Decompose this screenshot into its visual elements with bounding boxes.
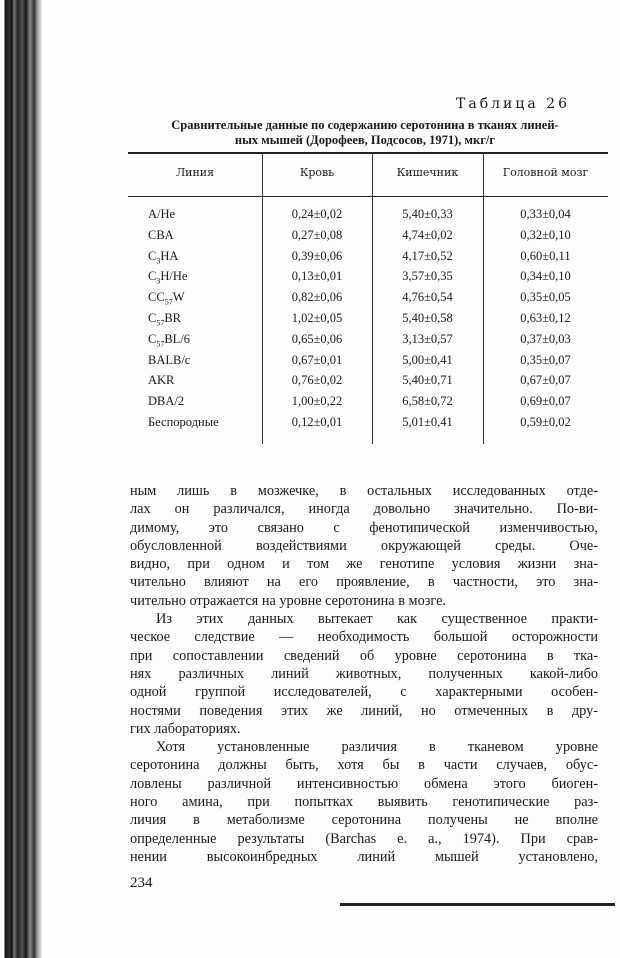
table-row [128,415,608,435]
page-number: 234 [130,875,153,891]
strain-name-part: CBA [148,227,174,242]
intestine-value: 3,57±0,35 [402,269,453,284]
strain-name-part: A/He [148,207,176,221]
table-caption-line: ных мышей (Дорофеев, Подсосов, 1971), мкг/г [234,133,496,147]
intestine-value: 5,40±0,71 [402,373,453,388]
strain-subscript: 3 [156,256,161,266]
text-line: одной группой исследователей, с характерными особен- [130,684,598,701]
strain-name-part: AKR [148,373,175,388]
table-row [128,311,608,331]
strain-name [148,394,260,411]
text-line: нях различных линий животных, полученных какой-либо [130,665,598,682]
strain-name-part: BL/6 [164,331,191,346]
column-header: Головной мозг [502,166,589,179]
text-line: Хотя установленные различия в тканевом уровне [156,739,598,756]
brain-value: 0,32±0,10 [520,227,571,242]
column-header: Линия [175,166,215,179]
strain-name [148,290,260,307]
blood-value: 0,13±0,01 [291,269,343,284]
intestine-value: 4,74±0,02 [402,227,453,242]
text-line: чительно отражается на уровне серотонина в мозге. [130,592,446,609]
table-row [128,249,608,269]
strain-subscript: 57 [156,318,165,328]
table-row [128,269,608,289]
intestine-value: 4,76±0,54 [402,290,453,305]
brain-value: 0,59±0,02 [520,415,571,429]
blood-value: 1,02±0,05 [291,311,343,325]
table-caption-line: Сравнительные данные по содержанию серотонина в тканях линей- [171,118,559,132]
strain-name [148,415,260,432]
intestine-value: 3,13±0,57 [402,331,453,346]
strain-name-part: HA [160,248,179,263]
table-row [128,290,608,310]
strain-subscript: 3 [156,276,161,286]
book-binding-edge [0,0,42,958]
intestine-value: 5,40±0,58 [402,311,453,325]
intestine-value: 5,00±0,41 [402,352,453,367]
text-line: димому, это связано с фенотипической изменчивостью, [130,519,598,536]
text-line: видно, при одном и том же генотипе условия жизни зна- [130,556,598,573]
body-text [130,482,598,866]
brain-value: 0,37±0,03 [520,331,571,346]
brain-value: 0,34±0,10 [520,269,571,284]
text-line: ного амина, при попытках выявить генотипические раз- [130,794,598,811]
column-header: Кровь [299,166,335,179]
strain-name-part: BR [164,311,182,325]
strain-name-part: W [172,290,185,305]
blood-value: 0,65±0,06 [291,331,343,346]
strain-name-part: CC [148,290,165,305]
strain-name [148,249,260,266]
text-line: серотонина должны быть, хотя бы в части случаев, обус- [130,757,598,774]
table-row [128,394,608,414]
brain-value: 0,35±0,07 [520,352,571,367]
strain-subscript: 57 [156,339,165,349]
strain-name-part: Беспородные [148,415,219,429]
strain-name-part: C [148,248,157,263]
strain-name [148,269,260,286]
brain-value: 0,69±0,07 [520,394,571,409]
text-line: ловлены различной интенсивностью обмена этого биоген- [130,775,598,792]
blood-value: 0,39±0,06 [291,248,343,263]
column-header: Кишечник [396,166,459,179]
text-line: лах он различался, иногда довольно значительно. По-ви- [130,501,598,518]
blood-value: 0,76±0,02 [291,373,343,388]
text-line: Из этих данных вытекает как существенное практи- [156,611,598,628]
table-row [128,332,608,352]
table-row [128,353,608,373]
strain-name [148,332,260,349]
blood-value: 0,82±0,06 [291,290,343,305]
strain-name-part: DBA/2 [148,394,185,409]
blood-value: 0,12±0,01 [291,415,343,429]
table-label: Таблица 26 [456,96,570,112]
table-row [128,373,608,393]
text-line: личия в метаболизме серотонина получены не вполне [130,812,598,829]
text-line: чительно влияют на его проявление, в частности, это зна- [130,574,598,591]
text-line: нении высокоинбредных линий мышей установлено, [130,848,598,865]
blood-value: 0,27±0,08 [291,227,343,242]
text-line: определенные результаты (Barchas e. a., 1974). При срав- [130,830,598,847]
text-line: обусловленной воздействиями окружающей среды. Оче- [130,537,598,554]
intestine-value: 4,17±0,52 [402,248,453,263]
strain-subscript: 57 [164,297,173,307]
strain-name-part: BALB/c [148,352,191,367]
blood-value: 0,67±0,01 [291,352,343,367]
blood-value: 1,00±0,22 [291,394,343,409]
blood-value: 0,24±0,02 [291,207,343,221]
brain-value: 0,33±0,04 [520,207,571,221]
strain-name [148,228,260,245]
strain-name [148,207,260,224]
text-line: гих лабораториях. [130,720,241,737]
strain-name-part: C [148,269,157,284]
table-row [128,228,608,248]
strain-name-part: C [148,311,157,325]
text-line: ческое следствие — необходимость большой осторожности [130,629,598,646]
intestine-value: 5,01±0,41 [402,415,453,429]
text-line: ным лишь в мозжечке, в остальных исследованных отде- [130,483,598,499]
table-row [128,207,608,227]
strain-name-part: C [148,331,157,346]
brain-value: 0,63±0,12 [520,311,571,325]
brain-value: 0,67±0,07 [520,373,571,388]
text-line: при сопоставлении сведений об уровне серотонина в тка- [130,647,598,664]
strain-name [148,373,260,390]
page-edge [340,903,615,906]
brain-value: 0,60±0,11 [520,248,571,263]
strain-name-part: H/He [160,269,188,284]
text-line: ностями поведения этих же линий, но отмеченных в дру- [130,702,598,719]
strain-name [148,311,260,328]
strain-name [148,353,260,370]
brain-value: 0,35±0,05 [520,290,571,305]
intestine-value: 6,58±0,72 [402,394,453,409]
table-top-rule [128,152,608,154]
table-header-rule [128,196,608,197]
intestine-value: 5,40±0,33 [402,207,453,221]
table-caption [118,118,612,148]
